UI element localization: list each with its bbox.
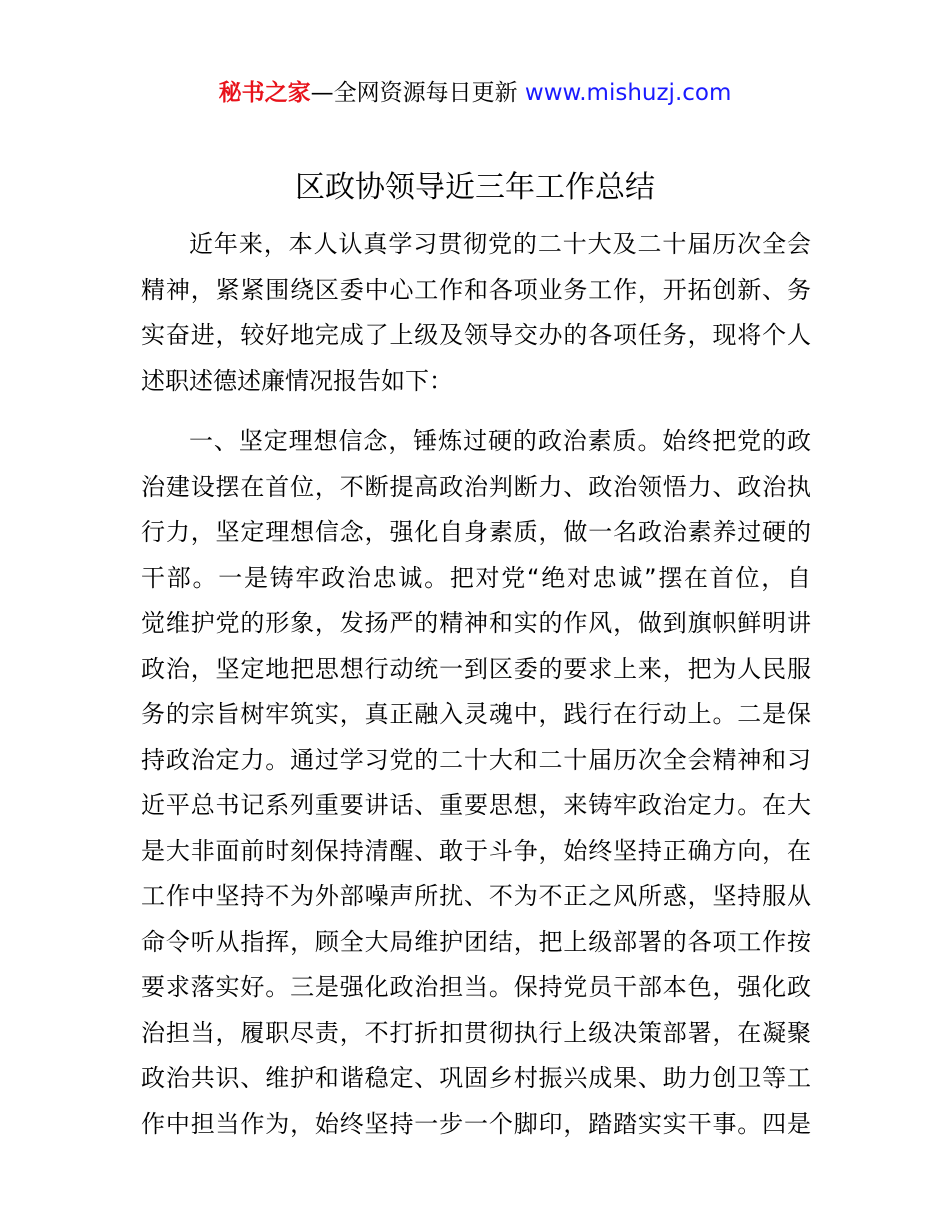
brand-name: 秘书之家 <box>218 80 311 106</box>
paragraph-line: 持政治定力。通过学习党的二十大和二十届历次全会精神和习 <box>141 745 811 774</box>
paragraph-line: 近年来，本人认真学习贯彻党的二十大及二十届历次全会 <box>189 230 811 258</box>
paragraph-line: 行力，坚定理想信念，强化自身素质，做一名政治素养过硬的 <box>141 518 811 546</box>
site-header <box>0 76 950 110</box>
header-tagline: —全网资源每日更新 <box>310 80 518 106</box>
document-title: 区政协领导近三年工作总结 <box>295 170 655 205</box>
paragraph-line: 干部。一是铸牢政治忠诚。把对党“绝对忠诚”摆在首位，自 <box>141 563 811 592</box>
paragraph-line: 政治共识、维护和谐稳定、巩固乡村振兴成果、助力创卫等工 <box>141 1064 811 1092</box>
paragraph-line: 工作中坚持不为外部噪声所扰、不为不正之风所惑，坚持服从 <box>141 882 811 910</box>
paragraph-line: 述职述德述廉情况报告如下： <box>141 366 453 395</box>
paragraph-line: 是大非面前时刻保持清醒、敢于斗争，始终坚持正确方向，在 <box>141 836 811 865</box>
paragraph-line: 治建设摆在首位，不断提高政治判断力、政治领悟力、政治执 <box>141 472 811 501</box>
paragraph-line: 实奋进，较好地完成了上级及领导交办的各项任务，现将个人 <box>141 321 811 349</box>
paragraph-line: 精神，紧紧围绕区委中心工作和各项业务工作，开拓创新、务 <box>141 275 811 304</box>
paragraph-line: 近平总书记系列重要讲话、重要思想，来铸牢政治定力。在大 <box>141 791 811 819</box>
document-body <box>141 222 811 1147</box>
paragraph-line: 一、坚定理想信念，锤炼过硬的政治素质。始终把党的政 <box>189 427 811 455</box>
paragraph-section-one <box>141 419 811 1147</box>
paragraph-line: 作中担当作为，始终坚持一步一个脚印，踏踏实实干事。四是 <box>141 1109 811 1138</box>
site-url: www.mishuzj.com <box>524 80 732 106</box>
paragraph-line: 治担当，履职尽责，不打折扣贯彻执行上级决策部署，在凝聚 <box>141 1018 811 1047</box>
paragraph-line: 要求落实好。三是强化政治担当。保持党员干部本色，强化政 <box>141 973 811 1001</box>
paragraph-intro <box>141 222 811 404</box>
paragraph-line: 命令听从指挥，顾全大局维护团结，把上级部署的各项工作按 <box>141 927 811 956</box>
paragraph-line: 觉维护党的形象，发扬严的精神和实的作风，做到旗帜鲜明讲 <box>141 609 811 637</box>
paragraph-line: 务的宗旨树牢筑实，真正融入灵魂中，践行在行动上。二是保 <box>141 700 811 728</box>
paragraph-gap <box>141 404 811 419</box>
paragraph-line: 政治，坚定地把思想行动统一到区委的要求上来，把为人民服 <box>141 654 811 683</box>
